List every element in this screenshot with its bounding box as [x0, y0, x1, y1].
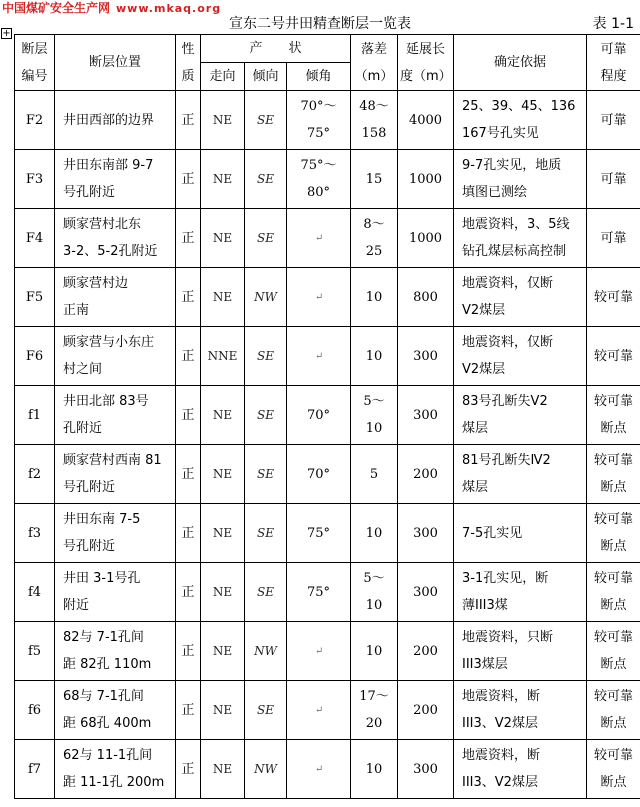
cell-nature: 正	[176, 740, 201, 799]
cell-dip: 70°～ 75°	[287, 91, 351, 150]
cell-extent: 200	[398, 681, 454, 740]
header-nature: 性 质	[176, 35, 201, 91]
cell-dip: ↵	[287, 327, 351, 386]
cell-dip-direction: SE	[245, 327, 287, 386]
table-row	[15, 504, 640, 563]
cell-strike: NE	[201, 268, 245, 327]
cell-basis: 7-5孔实见	[454, 504, 587, 563]
cell-strike: NE	[201, 681, 245, 740]
header-reliability: 可靠 程度	[587, 35, 640, 91]
header-location: 断层位置	[55, 35, 176, 91]
cell-dip: ↵	[287, 209, 351, 268]
cell-dip: ↵	[287, 268, 351, 327]
cell-basis: 25、39、45、136 167号孔实见	[454, 91, 587, 150]
watermark-url[interactable]: www.mkaq.org	[116, 2, 222, 15]
cell-reliability: 较可靠 断点	[587, 740, 640, 799]
cell-location: 井田北部 83号 孔附近	[55, 386, 176, 445]
cell-dip-direction: SE	[245, 563, 287, 622]
cell-reliability: 较可靠 断点	[587, 622, 640, 681]
table-row	[15, 91, 640, 150]
cell-extent: 300	[398, 504, 454, 563]
cell-throw: 5～ 10	[351, 386, 398, 445]
cell-nature: 正	[176, 91, 201, 150]
cell-dip: 70°	[287, 445, 351, 504]
header-strike: 走向	[201, 63, 245, 91]
cell-dip: 75°	[287, 563, 351, 622]
table-row	[15, 150, 640, 209]
watermark-site: 中国煤矿安全生产网	[2, 1, 111, 15]
cell-fault-id: F5	[15, 268, 55, 327]
cell-throw: 8～ 25	[351, 209, 398, 268]
cell-throw: 10	[351, 740, 398, 799]
cell-location: 68与 7-1孔间 距 68孔 400m	[55, 681, 176, 740]
cell-nature: 正	[176, 327, 201, 386]
cell-basis: 81号孔断失Ⅳ2 煤层	[454, 445, 587, 504]
header-id: 断层 编号	[15, 35, 55, 91]
cell-throw: 15	[351, 150, 398, 209]
table-row	[15, 681, 640, 740]
table-row	[15, 622, 640, 681]
cell-fault-id: f3	[15, 504, 55, 563]
cell-strike: NE	[201, 622, 245, 681]
cell-dip-direction: NW	[245, 740, 287, 799]
cell-dip-direction: SE	[245, 386, 287, 445]
cell-fault-id: F4	[15, 209, 55, 268]
cell-dip: 75°	[287, 504, 351, 563]
cell-reliability: 较可靠 断点	[587, 445, 640, 504]
header-basis: 确定依据	[454, 35, 587, 91]
cell-strike: NE	[201, 91, 245, 150]
cell-dip: ↵	[287, 681, 351, 740]
header-extent: 延展长 度（m）	[398, 35, 454, 91]
cell-reliability: 较可靠 断点	[587, 681, 640, 740]
cell-extent: 300	[398, 563, 454, 622]
cell-reliability: 可靠	[587, 209, 640, 268]
cell-nature: 正	[176, 504, 201, 563]
cell-throw: 10	[351, 327, 398, 386]
cell-nature: 正	[176, 268, 201, 327]
cell-nature: 正	[176, 150, 201, 209]
cell-extent: 300	[398, 386, 454, 445]
cell-fault-id: F6	[15, 327, 55, 386]
table-move-handle-icon[interactable]: +	[2, 28, 11, 39]
cell-dip-direction: SE	[245, 209, 287, 268]
cell-strike: NE	[201, 563, 245, 622]
cell-reliability: 较可靠	[587, 327, 640, 386]
table-title: 宣东二号井田精查断层一览表	[229, 16, 411, 32]
cell-dip: 70°	[287, 386, 351, 445]
cell-strike: NE	[201, 386, 245, 445]
cell-reliability: 可靠	[587, 150, 640, 209]
cell-fault-id: F3	[15, 150, 55, 209]
cell-basis: 3-1孔实见，断 薄III3煤	[454, 563, 587, 622]
cell-location: 顾家营村边 正南	[55, 268, 176, 327]
cell-extent: 800	[398, 268, 454, 327]
cell-nature: 正	[176, 209, 201, 268]
cell-dip: 75°～ 80°	[287, 150, 351, 209]
cell-strike: NE	[201, 209, 245, 268]
cell-location: 顾家营村北东 3-2、5-2孔附近	[55, 209, 176, 268]
cell-fault-id: f5	[15, 622, 55, 681]
cell-reliability: 较可靠 断点	[587, 563, 640, 622]
cell-basis: 地震资料，只断 III3煤层	[454, 622, 587, 681]
cell-basis: 9-7孔实见，地质 填图已测绘	[454, 150, 587, 209]
header-dip-direction: 倾向	[245, 63, 287, 91]
cell-strike: NE	[201, 445, 245, 504]
header-throw: 落差 （m）	[351, 35, 398, 91]
table-number: 表 1-1	[592, 16, 634, 32]
cell-extent: 300	[398, 740, 454, 799]
cell-location: 顾家营与小东庄 村之间	[55, 327, 176, 386]
cell-fault-id: F2	[15, 91, 55, 150]
cell-extent: 1000	[398, 209, 454, 268]
cell-fault-id: f2	[15, 445, 55, 504]
cell-extent: 200	[398, 622, 454, 681]
cell-basis: 地震资料，3、5线 钻孔煤层标高控制	[454, 209, 587, 268]
cell-dip-direction: SE	[245, 150, 287, 209]
cell-extent: 1000	[398, 150, 454, 209]
cell-strike: NE	[201, 150, 245, 209]
cell-dip-direction: SE	[245, 445, 287, 504]
cell-location: 井田东南 7-5 号孔附近	[55, 504, 176, 563]
cell-dip-direction: SE	[245, 681, 287, 740]
table-row	[15, 445, 640, 504]
cell-basis: 83号孔断失Ⅴ2 煤层	[454, 386, 587, 445]
cell-dip-direction: SE	[245, 91, 287, 150]
cell-fault-id: f6	[15, 681, 55, 740]
table-row	[15, 563, 640, 622]
cell-fault-id: f1	[15, 386, 55, 445]
cell-extent: 200	[398, 445, 454, 504]
cell-throw: 10	[351, 268, 398, 327]
table-row	[15, 386, 640, 445]
cell-nature: 正	[176, 386, 201, 445]
table-row	[15, 268, 640, 327]
cell-location: 井田 3-1号孔 附近	[55, 563, 176, 622]
cell-reliability: 较可靠 断点	[587, 504, 640, 563]
cell-location: 82与 7-1孔间 距 82孔 110m	[55, 622, 176, 681]
header-row-1	[15, 35, 640, 63]
cell-strike: NNE	[201, 327, 245, 386]
cell-throw: 5～ 10	[351, 563, 398, 622]
cell-dip: ↵	[287, 740, 351, 799]
cell-throw: 5	[351, 445, 398, 504]
fault-table	[14, 34, 640, 799]
cell-strike: NE	[201, 504, 245, 563]
cell-basis: 地震资料，断 III3、Ⅴ2煤层	[454, 740, 587, 799]
cell-strike: NE	[201, 740, 245, 799]
cell-location: 62与 11-1孔间 距 11-1孔 200m	[55, 740, 176, 799]
cell-throw: 17～ 20	[351, 681, 398, 740]
cell-location: 井田西部的边界	[55, 91, 176, 150]
cell-throw: 10	[351, 622, 398, 681]
cell-fault-id: f4	[15, 563, 55, 622]
header-occurrence: 产 状	[201, 35, 351, 63]
cell-nature: 正	[176, 622, 201, 681]
table-row	[15, 209, 640, 268]
cell-basis: 地震资料，仅断 Ⅴ2煤层	[454, 327, 587, 386]
cell-nature: 正	[176, 563, 201, 622]
cell-nature: 正	[176, 445, 201, 504]
cell-extent: 4000	[398, 91, 454, 150]
cell-reliability: 可靠	[587, 91, 640, 150]
cell-dip-direction: NW	[245, 268, 287, 327]
cell-throw: 10	[351, 504, 398, 563]
cell-basis: 地震资料，仅断 Ⅴ2煤层	[454, 268, 587, 327]
table-row	[15, 327, 640, 386]
cell-fault-id: f7	[15, 740, 55, 799]
cell-location: 顾家营村西南 81 号孔附近	[55, 445, 176, 504]
header-dip: 倾角	[287, 63, 351, 91]
table-row	[15, 740, 640, 799]
cell-nature: 正	[176, 681, 201, 740]
cell-reliability: 较可靠	[587, 268, 640, 327]
cell-dip: ↵	[287, 622, 351, 681]
cell-dip-direction: SE	[245, 504, 287, 563]
cell-dip-direction: NW	[245, 622, 287, 681]
cell-basis: 地震资料，断 III3、Ⅴ2煤层	[454, 681, 587, 740]
cell-extent: 300	[398, 327, 454, 386]
cell-throw: 48～ 158	[351, 91, 398, 150]
cell-reliability: 较可靠 断点	[587, 386, 640, 445]
cell-location: 井田东南部 9-7 号孔附近	[55, 150, 176, 209]
